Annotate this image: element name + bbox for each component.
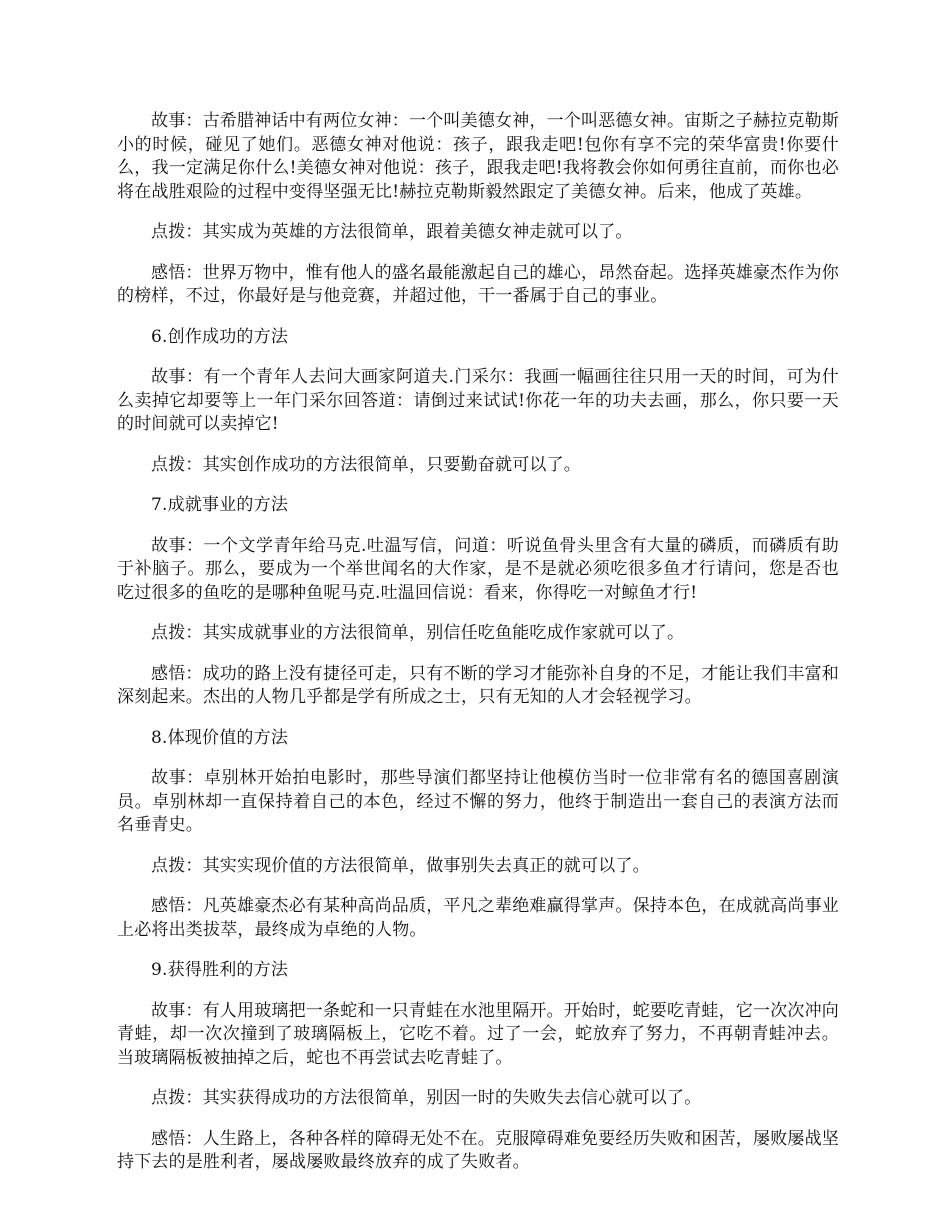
document-body <box>117 110 839 1192</box>
insight-paragraph: 感悟：凡英雄豪杰必有某种高尚品质，平凡之辈绝难赢得掌声。保持本色，在成就高尚事业上必将出类拔萃，最终成为卓绝的人物。 <box>117 896 839 940</box>
hint-paragraph: 点拨：其实成就事业的方法很简单，别信任吃鱼能吃成作家就可以了。 <box>151 623 685 643</box>
hint-paragraph: 点拨：其实创作成功的方法很简单，只要勤奋就可以了。 <box>151 454 581 475</box>
section-heading: 7.成就事业的方法 <box>151 495 289 515</box>
section-heading: 6.创作成功的方法 <box>151 326 289 347</box>
story-paragraph: 故事：有人用玻璃把一条蛇和一只青蛙在水池里隔开。开始时，蛇要吃青蛙，它一次次冲向青蛙，却一次次撞到了玻璃隔板上，它吃不着。过了一会，蛇放弃了努力，不再朝青蛙冲去。当玻璃隔板被抽掉之后，蛇也不再尝试去吃青蛙了。 <box>117 1000 839 1068</box>
hint-paragraph: 点拨：其实获得成功的方法很简单，别因一时的失败失去信心就可以了。 <box>151 1088 702 1108</box>
story-paragraph: 故事：有一个青年人去问大画家阿道夫.门采尔：我画一幅画往往只用一天的时间，可为什么卖掉它却要等上一年门采尔回答道：请倒过来试试!你花一年的功夫去画，那么，你只要一天的时间就可以卖掉它! <box>117 367 839 434</box>
insight-paragraph: 感悟：人生路上，各种各样的障碍无处不在。克服障碍难免要经历失败和困苦，屡败屡战坚持下去的是胜利者，屡战屡败最终放弃的成了失败者。 <box>117 1128 839 1172</box>
hint-paragraph: 点拨：其实成为英雄的方法很简单，跟着美德女神走就可以了。 <box>151 222 633 242</box>
section-heading: 9.获得胜利的方法 <box>151 960 289 980</box>
story-paragraph: 故事：一个文学青年给马克.吐温写信，问道：听说鱼骨头里含有大量的磷质，而磷质有助于补脑子。那么，要成为一个举世闻名的大作家，是不是就必须吃很多鱼才行请问，您是否也吃过很多的鱼吃的是哪种鱼呢马克.吐温回信说：看来，你得吃一对鲸鱼才行! <box>117 535 839 603</box>
insight-paragraph: 感悟：世界万物中，惟有他人的盛名最能激起自己的雄心，昂然奋起。选择英雄豪杰作为你的榜样，不过，你最好是与他竞赛，并超过他，干一番属于自己的事业。 <box>117 262 839 306</box>
section-heading: 8.体现价值的方法 <box>151 727 289 748</box>
story-paragraph: 故事：古希腊神话中有两位女神：一个叫美德女神，一个叫恶德女神。宙斯之子赫拉克勒斯小的时候，碰见了她们。恶德女神对他说：孩子，跟我走吧!包你有享不完的荣华富贵!你要什么，我一定满足你什么!美德女神对他说：孩子，跟我走吧!我将教会你如何勇往直前，而你也必将在战胜艰险的过程中变得坚强无比!赫拉克勒斯毅然跟定了美德女神。后来，他成了英雄。 <box>117 111 839 202</box>
hint-paragraph: 点拨：其实实现价值的方法很简单，做事别失去真正的就可以了。 <box>151 855 650 876</box>
insight-paragraph: 感悟：成功的路上没有捷径可走，只有不断的学习才能弥补自身的不足，才能让我们丰富和深刻起来。杰出的人物几乎都是学有所成之士，只有无知的人才会轻视学习。 <box>117 663 839 707</box>
story-paragraph: 故事：卓别林开始拍电影时，那些导演们都坚持让他模仿当时一位非常有名的德国喜剧演员。卓别林却一直保持着自己的本色，经过不懈的努力，他终于制造出一套自己的表演方法而名垂青史。 <box>117 768 839 835</box>
